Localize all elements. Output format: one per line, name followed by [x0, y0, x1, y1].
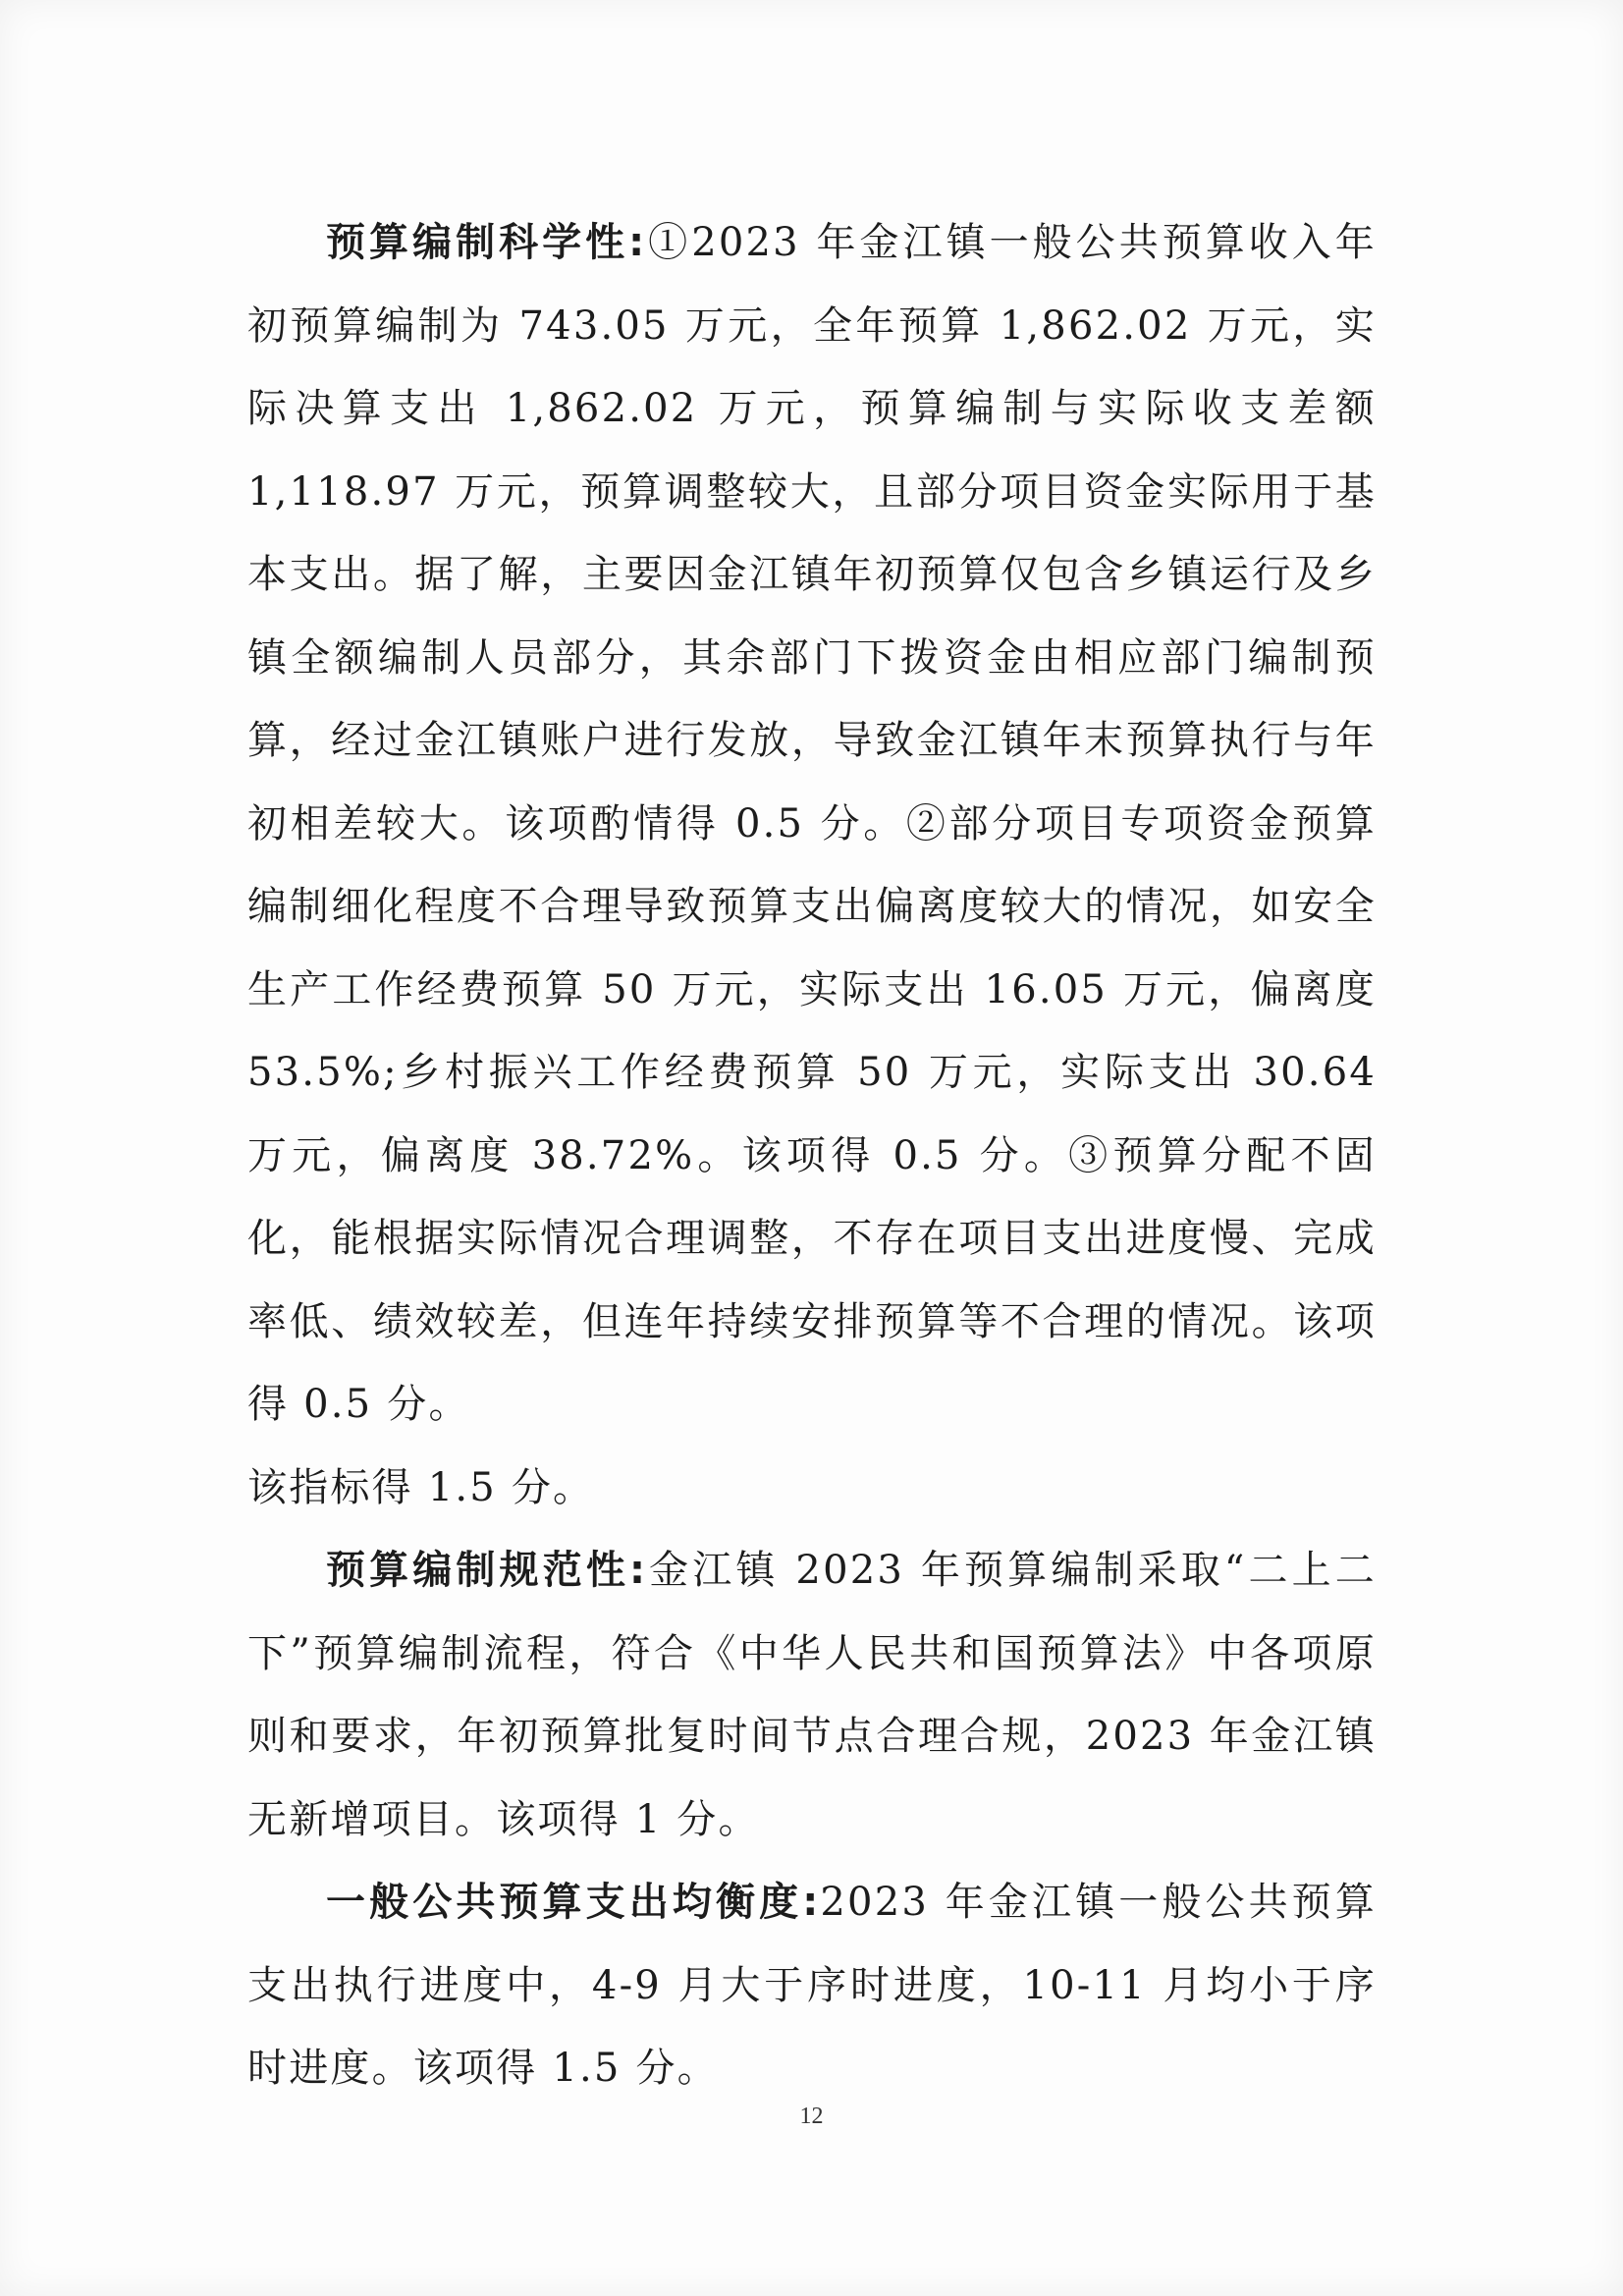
paragraph-lead: 预算编制规范性:	[326, 1548, 648, 1593]
document-body	[247, 201, 1377, 2110]
page-number: 12	[799, 2104, 824, 2129]
paragraph-budget-normative	[247, 1529, 1377, 1861]
paragraph-text: ①2023 年金江镇一般公共预算收入年初预算编制为 743.05 万元，全年预算 1,862.02 万元，实际决算支出 1,862.02 万元，预算编制与实际收支差额 1,118.97 万元，预算调整较大，且部分项目资金实际用于基本支出。据了解，主要因金江镇年初预算仅包含乡镇运行及乡镇全额编制人员部分，其余部门下拨资金由相应部门编制预算，经过金江镇账户进行发放，导致金江镇年末预算执行与年初相差较大。该项酌情得 0.5 分。②部分项目专项资金预算编制细化程度不合理导致预算支出偏离度较大的情况，如安全生产工作经费预算 50 万元，实际支出 16.05 万元，偏离度 53.5%;乡村振兴工作经费预算 50 万元，实际支出 30.64 万元，偏离度 38.72%。该项得 0.5 分。③预算分配不固化，能根据实际情况合理调整，不存在项目支出进度慢、完成率低、绩效较差，但连年持续安排预算等不合理的情况。该项得 0.5 分。	[247, 220, 1377, 1427]
paragraph-expenditure-balance	[247, 1861, 1377, 2110]
paragraph-text: 金江镇 2023 年预算编制采取“二上二下”预算编制流程，符合《中华人民共和国预算法》中各项原则和要求，年初预算批复时间节点合理合规，2023 年金江镇无新增项目。该项得 1 分。	[247, 1548, 1377, 1842]
paragraph-lead: 预算编制科学性:	[326, 220, 647, 265]
paragraph-budget-scientific	[247, 201, 1377, 1447]
paragraph-indicator-score	[247, 1447, 1377, 1530]
paragraph-lead: 一般公共预算支出均衡度:	[326, 1880, 821, 1925]
paragraph-text: 该指标得 1.5 分。	[247, 1464, 595, 1510]
paragraph-text: 2023 年金江镇一般公共预算支出执行进度中，4-9 月大于序时进度，10-11 月均小于序时进度。该项得 1.5 分。	[247, 1880, 1377, 2091]
